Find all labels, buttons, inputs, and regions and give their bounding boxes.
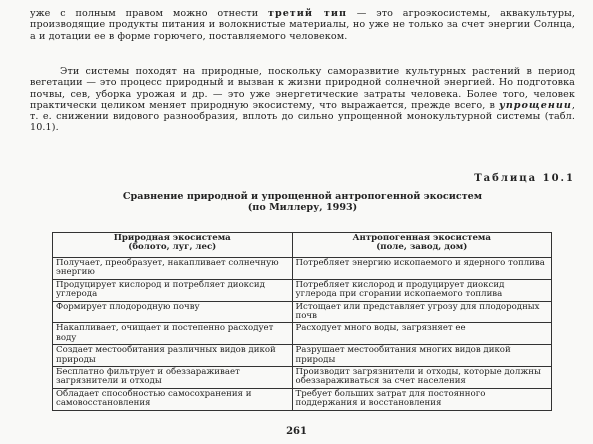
table-caption <box>30 191 575 213</box>
table-cell: Истощает или представляет угрозу для плодородных почв <box>292 301 551 323</box>
p1-text-start: уже с полным правом можно отнести <box>30 8 269 19</box>
table-row <box>53 279 552 301</box>
table-cell: Расходует много воды, загрязняет ее <box>292 323 551 345</box>
caption-line-1: Сравнение природной и упрощенной антропогенной экосистем <box>122 191 483 202</box>
p2-text-end: , т. е. снижении видового разнообразия, вплоть до сильно упрощенной монокультурной системы (табл. 10.1). <box>30 99 575 134</box>
table-cell: Получает, преобразует, накапливает солнечную энергию <box>53 258 293 280</box>
p2-italic-term: упрощении <box>499 99 572 111</box>
paragraph-2 <box>30 66 575 134</box>
table-row <box>53 345 552 367</box>
p1-text-end: — это агроэкосистемы, аквакультуры, производящие продукты питания и волокнистые материалы, но уже не только за счет энергии Солнца, а и дотации ее в форме горючего, поставляемого человеком. <box>30 8 576 42</box>
table-cell: Потребляет кислород и продуцирует диоксид углерода при сгорании ископаемого топлива <box>292 279 551 301</box>
p1-bold-term: третий тип <box>268 8 348 19</box>
table-cell: Обладает способностью самосохранения и самовосстановления <box>53 388 293 410</box>
table-cell: Создает местообитания различных видов дикой природы <box>53 345 293 367</box>
table-cell: Продуцирует кислород и потребляет диоксид углерода <box>53 279 293 301</box>
table-row <box>53 388 552 410</box>
table-cell: Накапливает, очищает и постепенно расходует воду <box>53 323 293 345</box>
table-header-row <box>53 233 552 258</box>
paragraph-1 <box>30 8 575 42</box>
table-row <box>53 258 552 280</box>
caption-line-2: (по Миллеру, 1993) <box>247 202 358 213</box>
page-number: 261 <box>286 426 307 437</box>
table-cell: Бесплатно фильтрует и обеззараживает загрязнители и отходы <box>53 367 293 389</box>
header-natural: Природная экосистема (болото, луг, лес) <box>53 233 293 258</box>
table-cell: Требует больших затрат для постоянного поддержания и восстановления <box>292 388 551 410</box>
table-cell: Производит загрязнители и отходы, которые должны обеззараживаться за счет населения <box>292 367 551 389</box>
table-row <box>53 323 552 345</box>
table-cell: Потребляет энергию ископаемого и ядерного топлива <box>292 258 551 280</box>
comparison-table <box>52 232 552 411</box>
table-cell: Формирует плодородную почву <box>53 301 293 323</box>
header-anthropogenic: Антропогенная экосистема (поле, завод, дом) <box>292 233 551 258</box>
p2-text-start: Эти системы походят на природные, поскольку саморазвитие культурных растений в период вегетации — это процесс природный и вызван к жизни природной солнечной энергией. Но подготовка почвы, сев, уборка урожая и др. — это уже энергетические затраты человека. Более того, человек практически целиком меняет природную экосистему, что выражается, прежде всего, в <box>30 66 575 111</box>
table-cell: Разрушает местообитания многих видов дикой природы <box>292 345 551 367</box>
table-row <box>53 301 552 323</box>
table-row <box>53 367 552 389</box>
table-label: Таблица 10.1 <box>474 173 575 184</box>
